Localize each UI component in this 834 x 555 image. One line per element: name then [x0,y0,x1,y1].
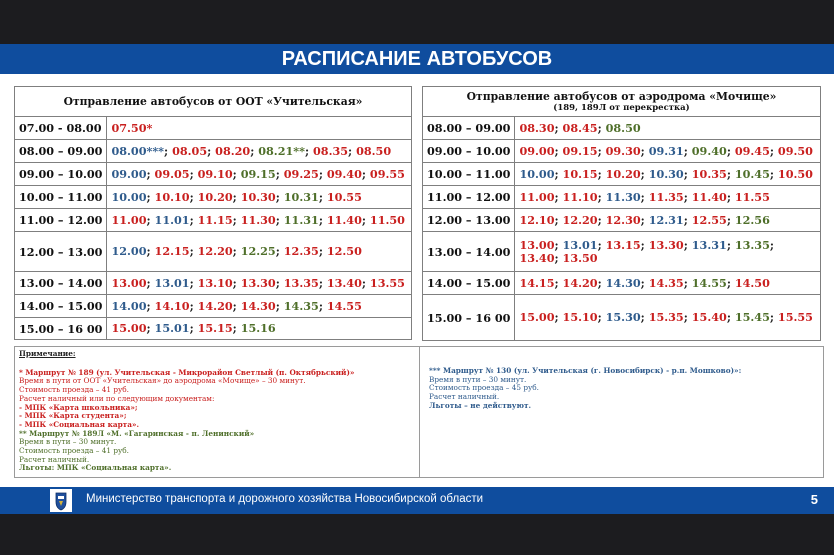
departure-time: 14.30 [240,298,276,313]
departure-time: 12.35 [283,244,319,258]
departure-time: 15.10 [562,310,598,324]
schedule-table-uchitelskaya [14,86,412,340]
time-slot: 09.00 – 10.00 [15,163,107,186]
time-slot: 12.00 – 13.00 [15,232,107,272]
departure-time: 13.30 [648,237,684,252]
departure-time: 13.35 [734,237,770,252]
departure-time: 09.05 [154,166,190,181]
departure-time: 09.40 [691,143,727,158]
departure-time: 08.20 [215,143,251,158]
departure-time: 11.00 [111,212,147,227]
departure-time: 11.40 [691,189,727,204]
departure-time: 15.16 [240,321,276,335]
table-row [15,163,412,186]
departure-time: 10.20 [605,166,641,181]
departure-time: 13.55 [369,275,405,290]
table-row [423,232,821,272]
time-slot: 11.00 – 12.00 [15,209,107,232]
table-header-right-subtitle: (189, 189Л от перекрестка) [553,103,690,113]
departure-time: 10.45 [734,166,770,181]
departure-time: 09.31 [648,143,684,158]
departure-time: 09.00 [519,143,555,158]
departure-time: 13.35 [283,275,319,290]
departure-time: 08.50 [356,143,392,158]
departure-time: 11.01 [154,212,190,227]
departures-cell: 15.00; 15.01; 15.15; 15.16 [107,318,412,340]
table-row [423,186,821,209]
note-line: Стоимость проезда – 45 руб. [429,383,539,393]
departure-time: 09.45 [734,143,770,158]
departure-time: 15.00 [519,310,555,324]
note-line: Расчет наличный. [429,392,500,402]
notes-divider [419,347,420,477]
table-row [423,295,821,341]
departure-time: 10.20 [197,189,233,204]
departure-time: 09.10 [197,166,233,181]
departure-time: 11.15 [197,212,233,227]
departure-time: 12.20 [197,244,233,258]
departure-time: 09.25 [283,166,319,181]
note-line: Льготы: МПК «Социальная карта». [19,463,172,473]
departure-time: 14.00 [111,298,147,313]
note-line: Время в пути – 30 минут. [19,437,117,447]
time-slot: 07.00 - 08.00 [15,117,107,140]
ministry-name: Министерство транспорта и дорожного хозяйства Новосибирской области [86,493,484,505]
time-slot: 13.00 – 14.00 [423,232,515,272]
departure-time: 14.30 [605,275,641,290]
note-line: Время в пути от ООТ «Учительская» до аэродрома «Мочище» – 30 минут. [19,376,306,386]
time-slot: 13.00 – 14.00 [15,272,107,295]
time-slot: 09.00 – 10.00 [423,140,515,163]
departure-time: 12.31 [648,212,684,227]
coat-of-arms-logo [50,489,72,512]
departures-cell: 11.00; 11.01; 11.15; 11.30; 11.31; 11.40; 11.50 [107,209,412,232]
departure-time: 14.55 [691,275,727,290]
note-line: Стоимость проезда – 41 руб. [19,446,129,456]
departure-time: 14.10 [154,298,190,313]
departure-time: 10.50 [777,166,813,181]
departure-time: 13.31 [691,237,727,252]
departure-time: 10.00 [111,189,147,204]
departure-time: 09.30 [605,143,641,158]
notes-panel [14,346,824,478]
departure-time: 09.15 [240,166,276,181]
note-line: Льготы – не действуют. [429,400,531,410]
departure-time: 14.15 [519,275,555,290]
departure-time: 12.15 [154,244,190,258]
footer-bar [0,487,834,514]
departure-time: 09.15 [562,143,598,158]
departure-time: 12.20 [562,212,598,227]
departures-cell: 14.00; 14.10; 14.20; 14.30; 14.35; 14.55 [107,295,412,318]
table-row [15,232,412,272]
note-line: *** Маршрут № 130 (ул. Учительская (г. Новосибирск) - р.п. Мошково)»: [429,366,742,375]
table-row [423,163,821,186]
departure-time: 08.35 [313,143,349,158]
departure-time: 12.50 [326,244,362,258]
departure-time: 15.45 [734,310,770,324]
departures-cell: 09.00; 09.05; 09.10; 09.15; 09.25; 09.40; 09.55 [107,163,412,186]
departure-time: 10.31 [283,189,319,204]
departure-time: 08.30 [519,120,555,135]
departure-time: 15.00 [111,321,147,335]
time-slot: 14.00 – 15.00 [423,272,515,295]
departure-time: 08.21** [258,143,305,158]
note-line: Стоимость проезда – 41 руб. [19,385,129,395]
departure-time: 13.30 [240,275,276,290]
table-row [15,117,412,140]
note-line: Расчет наличный. [19,454,90,464]
note-line: - МПК «Социальная карта». [19,419,140,429]
departures-cell: 13.00; 13.01; 13.10; 13.30; 13.35; 13.40; 13.55 [107,272,412,295]
departure-time: 13.40 [326,275,362,290]
departure-time: 08.45 [562,120,598,135]
schedule-table-mochische [422,86,821,341]
departure-time: 15.30 [605,310,641,324]
departure-time: 10.55 [326,189,362,204]
departure-time: 10.10 [154,189,190,204]
departure-time: 15.40 [691,310,727,324]
departure-time: 13.15 [605,237,641,252]
table-row [15,140,412,163]
note-line: Время в пути – 30 минут. [429,374,527,384]
time-slot: 11.00 – 12.00 [423,186,515,209]
note-line: - МПК «Карта студента»; [19,411,127,421]
departure-time: 10.30 [648,166,684,181]
note-line: - МПК «Карта школьника»; [19,402,138,412]
departure-time: 14.35 [648,275,684,290]
departure-time: 13.40 [519,250,555,265]
departures-cell: 08.00***; 08.05; 08.20; 08.21**; 08.35; 08.50 [107,140,412,163]
departures-cell: 12.00; 12.15; 12.20; 12.25; 12.35; 12.50 [107,232,412,272]
departure-time: 09.40 [326,166,362,181]
departures-cell: 15.00; 15.10; 15.30; 15.35; 15.40; 15.45; 15.55 [515,295,821,341]
departure-time: 15.35 [648,310,684,324]
page-title: РАСПИСАНИЕ АВТОБУСОВ [0,44,834,74]
note-line: ** Маршрут № 189Л «М. «Гагаринская - п. Ленинский» [19,428,255,438]
time-slot: 08.00 – 09.00 [15,140,107,163]
table-header-right [423,87,821,117]
departure-time: 11.30 [240,212,276,227]
departures-cell: 10.00; 10.10; 10.20; 10.30; 10.31; 10.55 [107,186,412,209]
table-row [15,318,412,340]
departure-time: 14.35 [283,298,319,313]
departure-time: 08.00*** [111,143,165,158]
departure-time: 09.55 [369,166,405,181]
table-row [423,272,821,295]
page-number: 5 [810,492,818,507]
departure-time: 13.10 [197,275,233,290]
departure-time: 14.20 [197,298,233,313]
departures-cell: 12.10; 12.20; 12.30; 12.31; 12.55; 12.56 [515,209,821,232]
departure-time: 14.50 [734,275,770,290]
departure-time: 11.40 [326,212,362,227]
departure-time: 15.01 [154,321,190,335]
departure-time: 13.01 [154,275,190,290]
departure-time: 14.55 [326,298,362,313]
departure-time: 12.10 [519,212,555,227]
departure-time: 12.30 [605,212,641,227]
table-row [423,140,821,163]
table-row [15,272,412,295]
time-slot: 08.00 – 09.00 [423,117,515,140]
departure-time: 09.00 [111,166,147,181]
departure-time: 12.00 [111,244,147,258]
departure-time: 13.01 [562,237,598,252]
departure-time: 12.56 [734,212,770,227]
departure-time: 11.31 [283,212,319,227]
departure-time: 09.50 [777,143,813,158]
departure-time: 11.35 [648,189,684,204]
table-row [423,117,821,140]
departure-time: 10.00 [519,166,555,181]
table-row [15,209,412,232]
table-row [15,186,412,209]
departure-time: 12.25 [240,244,276,258]
departures-cell: 10.00; 10.15; 10.20; 10.30; 10.35; 10.45; 10.50 [515,163,821,186]
departure-time: 07.50* [111,120,153,135]
time-slot: 10.00 – 11.00 [15,186,107,209]
time-slot: 14.00 – 15.00 [15,295,107,318]
departure-time: 12.55 [691,212,727,227]
departures-cell: 11.00; 11.10; 11.30; 11.35; 11.40; 11.55 [515,186,821,209]
time-slot: 15.00 – 16 00 [15,318,107,340]
departures-cell: 08.30; 08.45; 08.50 [515,117,821,140]
table-row [423,209,821,232]
time-slot: 12.00 – 13.00 [423,209,515,232]
departure-time: 08.50 [605,120,641,135]
departure-time: 14.20 [562,275,598,290]
departure-time: 15.15 [197,321,233,335]
notes-left [19,347,419,473]
notes-right [425,367,821,411]
departure-time: 11.30 [605,189,641,204]
departure-time: 10.15 [562,166,598,181]
departure-time: 13.00 [111,275,147,290]
note-line: Расчет наличный или по следующим документам: [19,393,215,403]
departure-time: 13.50 [562,250,598,265]
departures-cell [107,117,412,140]
departures-cell: 13.00; 13.01; 13.15; 13.30; 13.31; 13.35; 13.40; 13.50 [515,232,821,272]
note-line: * Маршрут № 189 (ул. Учительская - Микрорайон Светлый (п. Октябрьский)» [19,367,355,377]
time-slot: 15.00 – 16 00 [423,295,515,341]
departure-time: 10.35 [691,166,727,181]
departure-time: 11.50 [369,212,405,227]
notes-heading: Примечание: [19,349,76,358]
table-header-left: Отправление автобусов от ООТ «Учительская» [15,87,412,117]
departures-cell: 14.15; 14.20; 14.30; 14.35; 14.55; 14.50 [515,272,821,295]
departure-time: 08.05 [172,143,208,158]
departures-cell: 09.00; 09.15; 09.30; 09.31; 09.40; 09.45; 09.50 [515,140,821,163]
departure-time: 15.55 [777,310,813,324]
table-header-right-title: Отправление автобусов от аэродрома «Мочище» [466,90,777,103]
departure-time: 11.10 [562,189,598,204]
departure-time: 11.55 [734,189,770,204]
departure-time: 11.00 [519,189,555,204]
time-slot: 10.00 – 11.00 [423,163,515,186]
table-row [15,295,412,318]
departure-time: 10.30 [240,189,276,204]
departure-time: 13.00 [519,237,555,252]
